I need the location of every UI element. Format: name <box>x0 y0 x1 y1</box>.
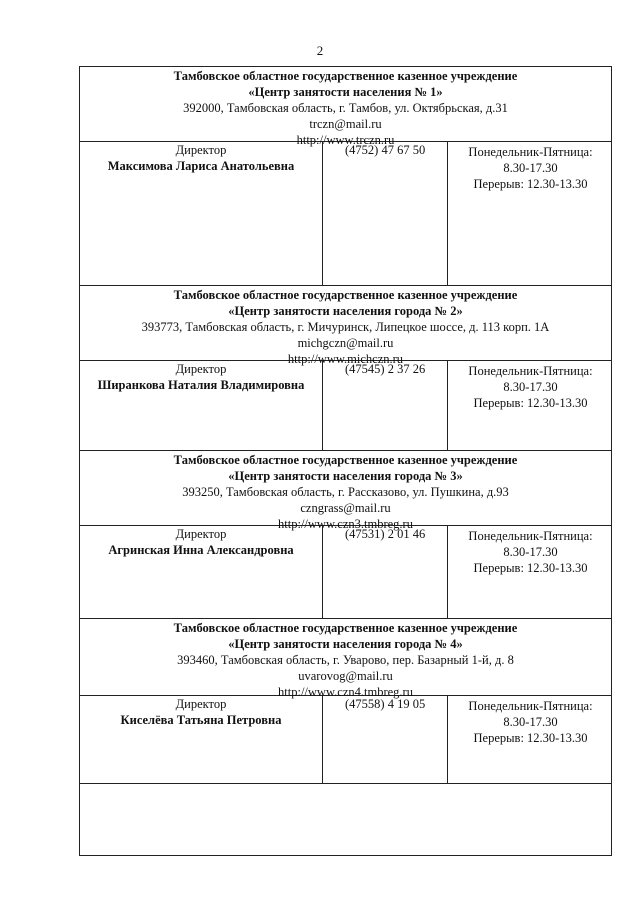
schedule-hours: 8.30-17.30 <box>503 161 558 175</box>
org-website: http://www.czn3.tmbreg.ru <box>278 517 413 531</box>
director-row <box>80 526 611 619</box>
org-type: Тамбовское областное государственное казенное учреждение <box>173 69 518 83</box>
empty-table-row <box>80 784 611 856</box>
schedule-break: Перерыв: 12.30-13.30 <box>473 731 588 745</box>
schedule-break: Перерыв: 12.30-13.30 <box>473 561 588 575</box>
schedule-cell <box>448 696 613 783</box>
director-role: Директор <box>175 527 227 541</box>
org-header <box>80 451 611 531</box>
org-website: http://www.trczn.ru <box>296 133 395 147</box>
org-email: czngrass@mail.ru <box>300 501 391 515</box>
schedule-days: Понедельник-Пятница: <box>468 699 593 713</box>
director-cell <box>80 696 323 783</box>
org-header <box>80 619 611 699</box>
director-row <box>80 142 611 286</box>
director-name: Агринская Инна Александровна <box>108 543 294 557</box>
org-name: «Центр занятости населения № 1» <box>248 85 443 99</box>
director-role: Директор <box>175 143 227 157</box>
schedule-cell <box>448 361 613 450</box>
director-name: Максимова Лариса Анатольевна <box>107 159 295 173</box>
director-cell <box>80 142 323 285</box>
contacts-table <box>79 66 612 856</box>
org-name: «Центр занятости населения города № 3» <box>228 469 463 483</box>
org-email: trczn@mail.ru <box>309 117 382 131</box>
director-row <box>80 361 611 451</box>
org-type: Тамбовское областное государственное казенное учреждение <box>173 621 518 635</box>
phone-number: (47558) 4 19 05 <box>345 697 426 711</box>
schedule-cell <box>448 526 613 618</box>
phone-cell <box>323 361 448 450</box>
director-row <box>80 696 611 784</box>
org-name: «Центр занятости населения города № 2» <box>228 304 463 318</box>
phone-cell <box>323 526 448 618</box>
phone-number: (47531) 2 01 46 <box>345 527 426 541</box>
org-address: 393250, Тамбовская область, г. Рассказово, ул. Пушкина, д.93 <box>182 485 509 499</box>
director-role: Директор <box>175 697 227 711</box>
schedule-days: Понедельник-Пятница: <box>468 529 593 543</box>
schedule-days: Понедельник-Пятница: <box>468 145 593 159</box>
org-type: Тамбовское областное государственное казенное учреждение <box>173 288 518 302</box>
schedule-break: Перерыв: 12.30-13.30 <box>473 177 588 191</box>
director-role: Директор <box>175 362 227 376</box>
director-name: Ширанкова Наталия Владимировна <box>97 378 305 392</box>
phone-number: (4752) 47 67 50 <box>345 143 426 157</box>
org-address: 392000, Тамбовская область, г. Тамбов, ул. Октябрьская, д.31 <box>183 101 508 115</box>
org-email: michgczn@mail.ru <box>297 336 394 350</box>
org-address: 393773, Тамбовская область, г. Мичуринск, Липецкое шоссе, д. 113 корп. 1А <box>141 320 550 334</box>
page-number: 2 <box>316 43 324 58</box>
director-cell <box>80 526 323 618</box>
org-website: http://www.czn4.tmbreg.ru <box>278 685 413 699</box>
phone-cell <box>323 142 448 285</box>
org-header <box>80 286 611 366</box>
schedule-break: Перерыв: 12.30-13.30 <box>473 396 588 410</box>
org-type: Тамбовское областное государственное казенное учреждение <box>173 453 518 467</box>
schedule-cell <box>448 142 613 285</box>
schedule-hours: 8.30-17.30 <box>503 545 558 559</box>
phone-number: (47545) 2 37 26 <box>345 362 426 376</box>
schedule-hours: 8.30-17.30 <box>503 715 558 729</box>
director-name: Киселёва Татьяна Петровна <box>120 713 282 727</box>
org-website: http://www.michczn.ru <box>287 352 404 366</box>
org-header <box>80 67 611 147</box>
org-name: «Центр занятости населения города № 4» <box>228 637 463 651</box>
org-address: 393460, Тамбовская область, г. Уварово, пер. Базарный 1-й, д. 8 <box>177 653 514 667</box>
director-cell <box>80 361 323 450</box>
org-email: uvarovog@mail.ru <box>298 669 393 683</box>
schedule-hours: 8.30-17.30 <box>503 380 558 394</box>
schedule-days: Понедельник-Пятница: <box>468 364 593 378</box>
phone-cell <box>323 696 448 783</box>
